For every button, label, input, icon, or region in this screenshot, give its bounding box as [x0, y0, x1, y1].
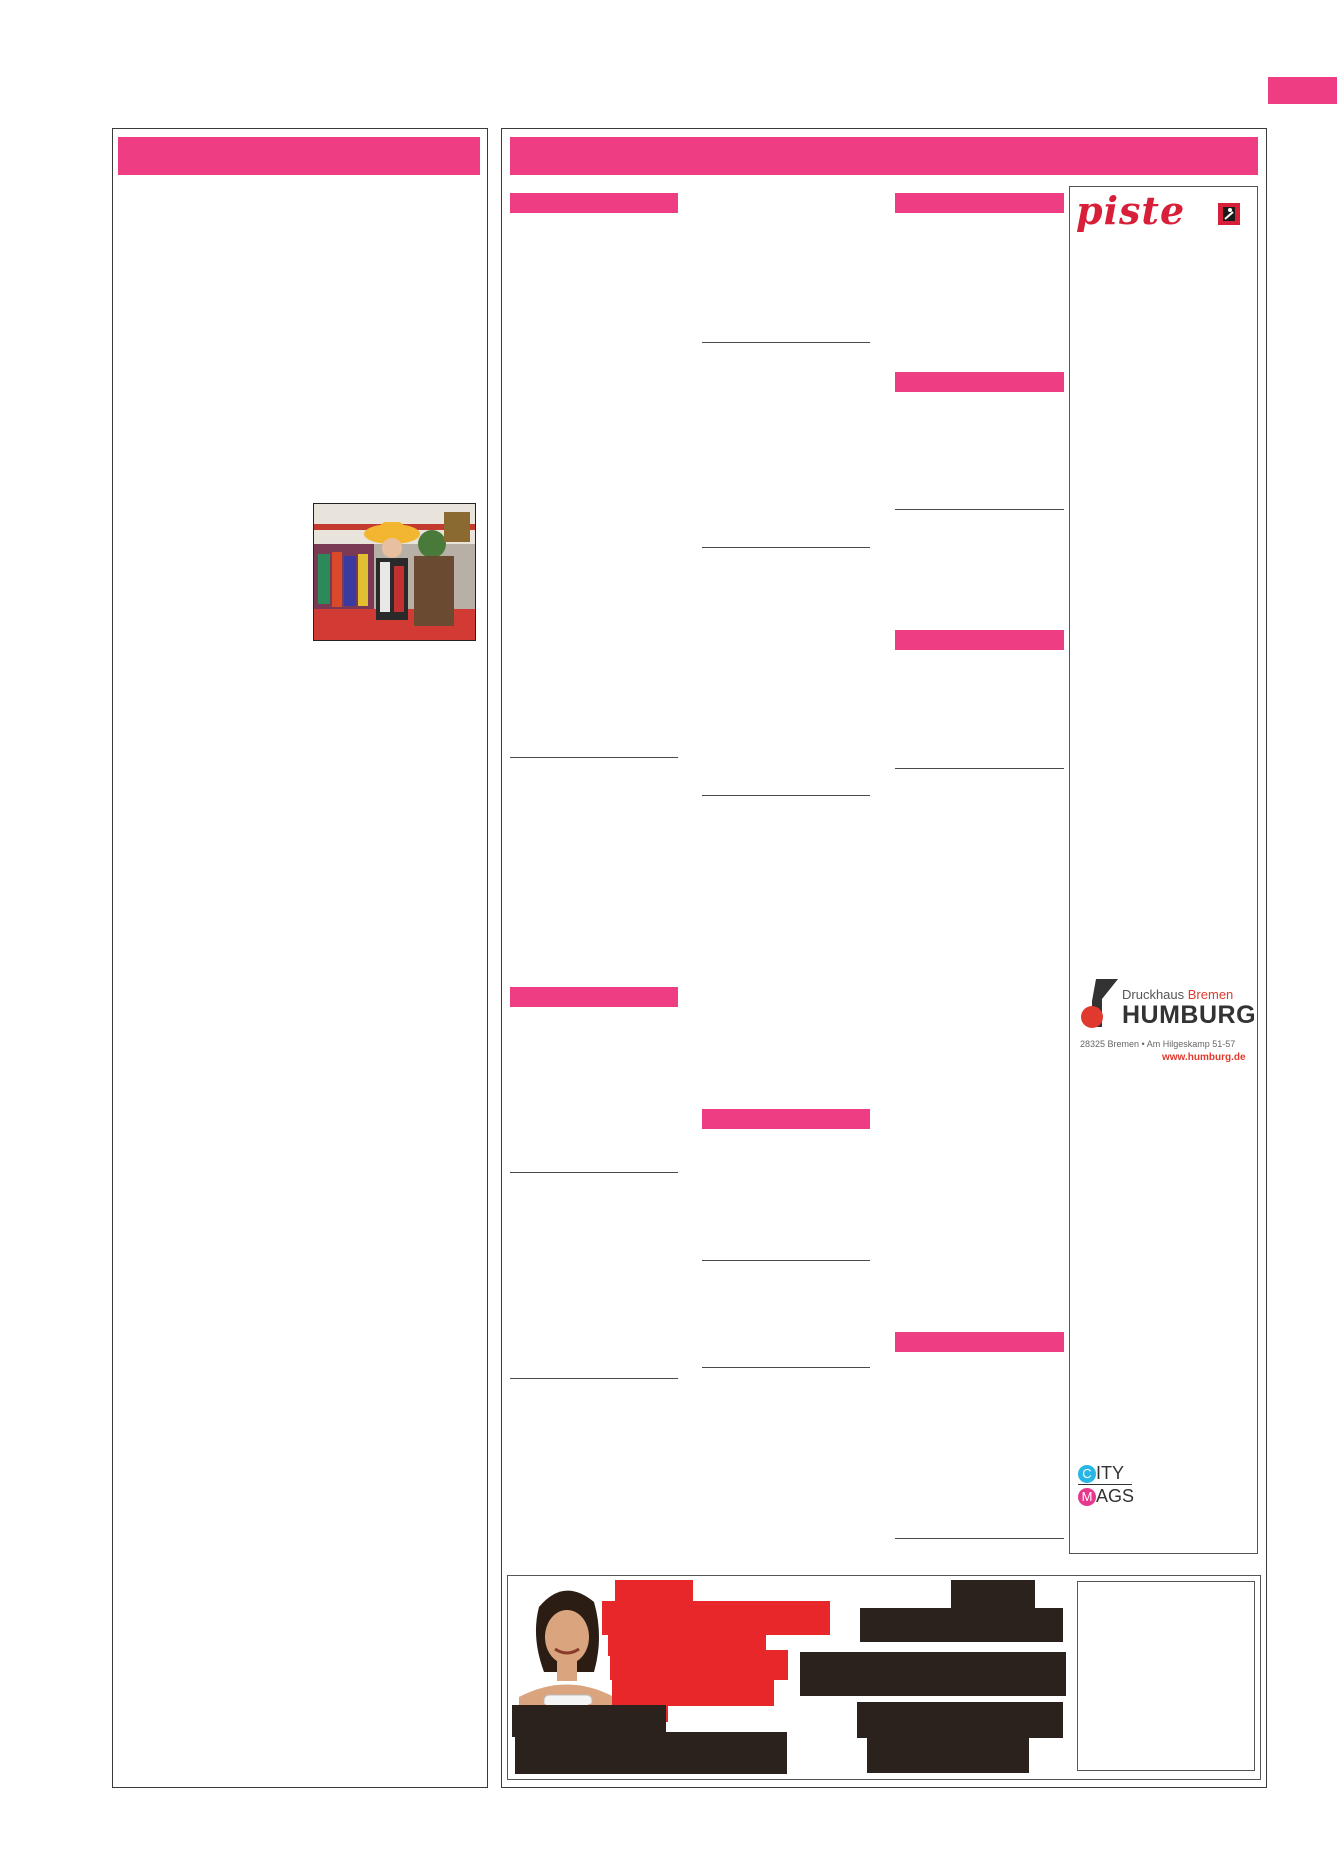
humburg-mark-icon	[1078, 977, 1126, 1029]
ad-redacted-red-4	[610, 1650, 788, 1680]
humburg-line1-accent: Bremen	[1187, 987, 1234, 1002]
col2-section-header-1	[702, 1109, 870, 1129]
col2-divider-4	[702, 1260, 870, 1261]
left-article-panel	[112, 128, 488, 1788]
piste-logo	[1076, 188, 1246, 235]
col1-section-header-1	[510, 193, 678, 213]
citymags-divider	[1078, 1484, 1132, 1485]
citymags-row-city	[1078, 1463, 1124, 1485]
col3-divider-2	[895, 768, 1064, 769]
page-tab-marker	[1268, 77, 1337, 104]
col3-divider-1	[895, 509, 1064, 510]
ad-redacted-dark-7	[515, 1732, 787, 1774]
citymags-c-circle: C	[1078, 1465, 1096, 1483]
humburg-line1-prefix: Druckhaus	[1122, 987, 1185, 1002]
ad-redacted-dark-3	[800, 1652, 1066, 1696]
citymags-m-circle: M	[1078, 1488, 1096, 1506]
citymags-logo	[1078, 1463, 1158, 1509]
citymags-mags-rest: AGS	[1096, 1486, 1135, 1506]
col2-divider-2	[702, 547, 870, 548]
col3-section-header-1	[895, 193, 1064, 213]
col3-divider-3	[895, 1538, 1064, 1539]
humburg-name: HUMBURG	[1122, 1001, 1257, 1029]
costume-shop-photo	[313, 503, 476, 641]
humburg-line1	[1122, 987, 1233, 1002]
col1-divider-1	[510, 757, 678, 758]
right-panel-header-bar	[510, 137, 1258, 175]
piste-logo-text: piste	[1076, 188, 1186, 233]
col2-divider-3	[702, 795, 870, 796]
ad-redacted-dark-2	[860, 1608, 1063, 1642]
ad-redacted-dark-5	[867, 1733, 1029, 1773]
col1-divider-3	[510, 1378, 678, 1379]
piste-skier-icon	[1218, 203, 1240, 225]
col2-divider-5	[702, 1367, 870, 1368]
col2-divider-1	[702, 342, 870, 343]
humburg-url[interactable]: www.humburg.de	[1162, 1052, 1246, 1063]
ad-inner-box	[1077, 1581, 1255, 1771]
sponsor-box	[1069, 186, 1258, 1554]
col1-divider-2	[510, 1172, 678, 1173]
col3-section-header-2	[895, 372, 1064, 392]
humburg-address: 28325 Bremen • Am Hilgeskamp 51-57	[1080, 1039, 1236, 1049]
col1-section-header-2	[510, 987, 678, 1007]
col3-section-header-4	[895, 1332, 1064, 1352]
humburg-logo	[1078, 977, 1257, 1073]
citymags-row-mags	[1078, 1486, 1134, 1508]
citymags-city-rest: ITY	[1096, 1463, 1125, 1483]
costume-photo-illustration	[314, 504, 475, 640]
col3-section-header-3	[895, 630, 1064, 650]
left-panel-header-bar	[118, 137, 480, 175]
